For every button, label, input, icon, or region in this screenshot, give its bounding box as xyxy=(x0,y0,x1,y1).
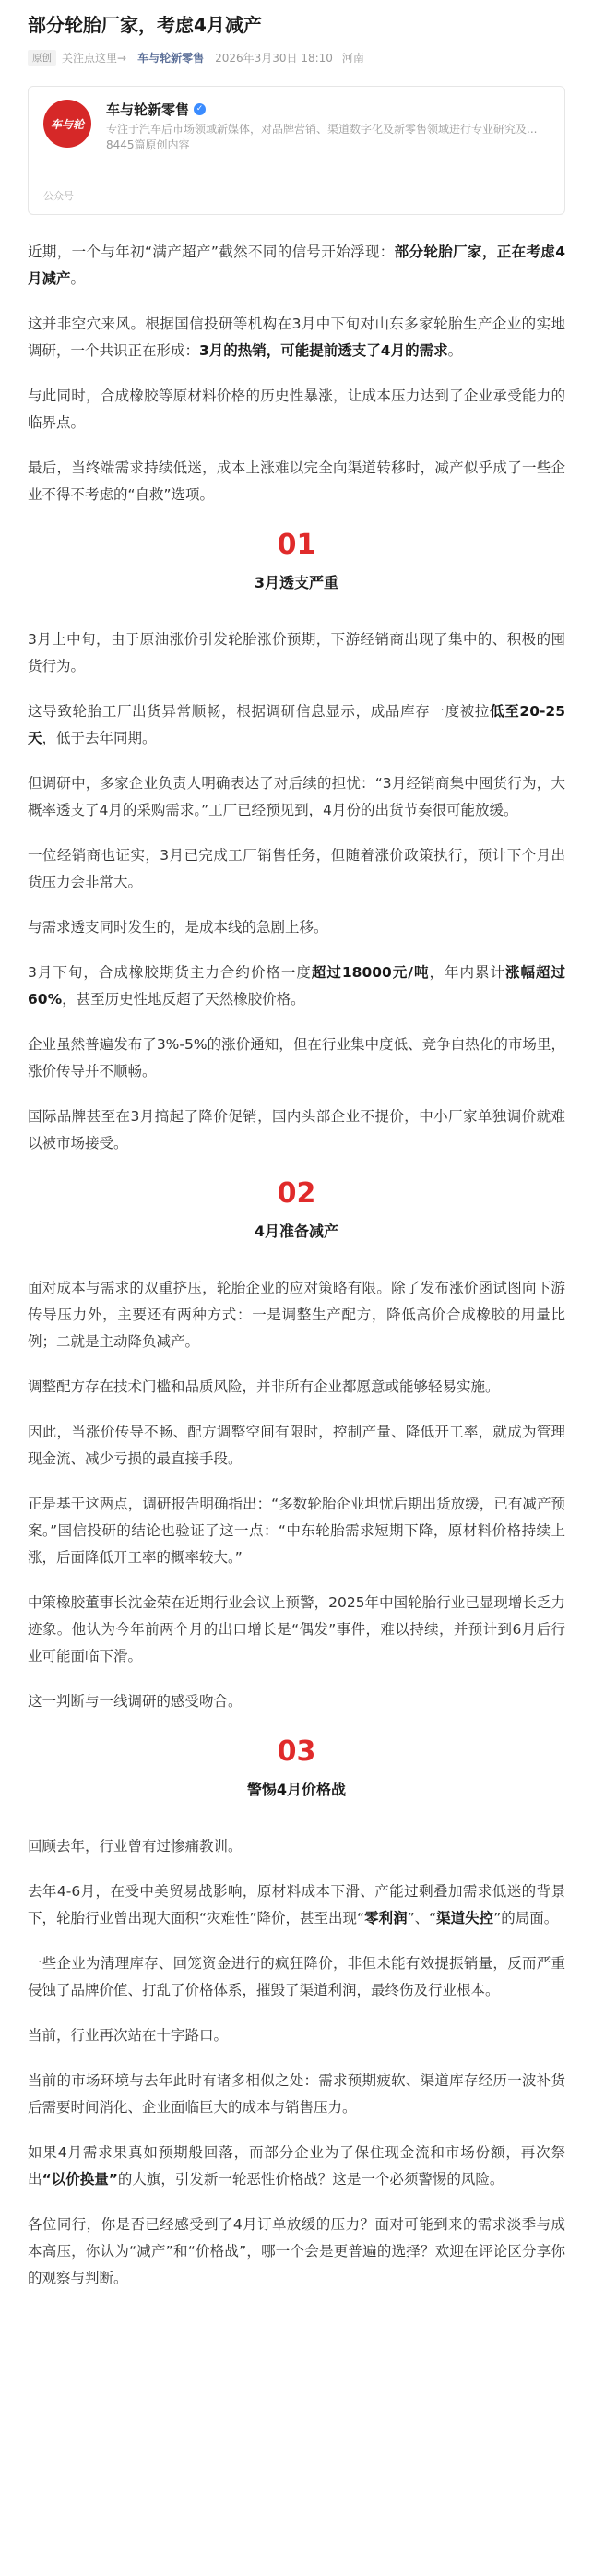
profile-description: 专注于汽车后市场领域新媒体，对品牌营销、渠道数字化及新零售领域进行专业研究及... xyxy=(106,123,538,136)
account-profile-card[interactable] xyxy=(28,86,565,215)
paragraph-text: 与此同时，合成橡胶等原材料价格的历史性暴涨，让成本压力达到了企业承受能力的临界点。 xyxy=(28,388,565,431)
section-title: 4月准备减产 xyxy=(254,1222,339,1240)
emphasis-text: 低至20-25天 xyxy=(28,703,565,746)
section-title: 3月透支严重 xyxy=(254,574,339,591)
paragraph-text: ，年内累计 xyxy=(429,964,505,981)
paragraph-text: 但调研中，多家企业负责人明确表达了对后续的担忧：“3月经销商集中囤货行为，大概率透支了4月的采购需求。”工厂已经预见到，4月份的出货节奏很可能放缓。 xyxy=(28,775,565,818)
article-paragraph xyxy=(28,1878,565,1932)
account-link[interactable]: 车与轮新零售 xyxy=(137,51,205,65)
original-tag: 原创 xyxy=(28,50,56,66)
paragraph-text: 回顾去年，行业曾有过惨痛教训。 xyxy=(28,1838,243,1854)
article-paragraph xyxy=(28,2212,565,2292)
article-paragraph xyxy=(28,1419,565,1473)
emphasis-text: 零利润 xyxy=(364,1910,408,1926)
publish-date: 2026年3月30日 18:10 xyxy=(215,51,333,65)
paragraph-text: 3月上中旬，由于原油涨价引发轮胎涨价预期，下游经销商出现了集中的、积极的囤货行为。 xyxy=(28,631,565,674)
paragraph-text: 的大旗，引发新一轮恶性价格战？这是一个必须警惕的风险。 xyxy=(117,2171,504,2188)
account-logo: 车与轮 xyxy=(43,100,91,148)
paragraph-text: ，甚至历史性地反超了天然橡胶价格。 xyxy=(62,991,305,1008)
article-paragraph xyxy=(28,842,565,896)
section-number: 01 xyxy=(277,529,316,561)
paragraph-text: 如果4月需求果真如预期般回落，而部分企业为了保住现金流和市场份额，再次祭出 xyxy=(28,2144,565,2188)
article-paragraph xyxy=(28,1275,565,1355)
emphasis-text: 涨幅超过60% xyxy=(28,964,565,1008)
paragraph-text: 当前，行业再次站在十字路口。 xyxy=(28,2027,229,2044)
article-paragraph xyxy=(28,1590,565,1670)
paragraph-text: 当前的市场环境与去年此时有诸多相似之处：需求预期疲软、渠道库存经历一波补货后需要时间消化、企业面临巨大的成本与销售压力。 xyxy=(28,2072,565,2116)
section-number: 03 xyxy=(277,1735,316,1768)
paragraph-text: 各位同行，你是否已经感受到了4月订单放缓的压力？面对可能到来的需求淡季与成本高压，你认为“减产”和“价格战”，哪一个会是更普遍的选择？欢迎在评论区分享你的观察与判断。 xyxy=(28,2216,565,2286)
paragraph-text: 这导致轮胎工厂出货异常顺畅，根据调研信息显示，成品库存一度被拉 xyxy=(28,703,491,720)
article-paragraph xyxy=(28,914,565,941)
article-paragraph xyxy=(28,239,565,292)
profile-type-label: 公众号 xyxy=(43,190,74,202)
author-link[interactable]: 关注点这里→ xyxy=(62,51,127,65)
paragraph-text: 一位经销商也证实，3月已完成工厂销售任务，但随着涨价政策执行，预计下个月出货压力会非常大。 xyxy=(28,847,565,890)
article-body xyxy=(28,239,565,2292)
emphasis-text: 3月的热销，可能提前透支了4月的需求 xyxy=(199,342,448,359)
article-paragraph xyxy=(28,455,565,508)
article-paragraph xyxy=(28,2068,565,2121)
paragraph-text: 企业虽然普遍发布了3%-5%的涨价通知，但在行业集中度低、竞争白热化的市场里，涨价传导并不顺畅。 xyxy=(28,1036,565,1079)
emphasis-text: “以价换量” xyxy=(42,2171,118,2188)
emphasis-text: 超过18000元/吨 xyxy=(311,964,430,981)
profile-card-head xyxy=(43,100,550,153)
paragraph-text: 调整配方存在技术门槛和品质风险，并非所有企业都愿意或能够轻易实施。 xyxy=(28,1378,500,1395)
paragraph-text: 3月下旬，合成橡胶期货主力合约价格一度 xyxy=(28,964,312,981)
paragraph-text: 。 xyxy=(70,270,86,287)
article-paragraph xyxy=(28,1688,565,1715)
profile-card-text xyxy=(106,100,550,153)
section-title: 警惕4月价格战 xyxy=(246,1781,347,1798)
profile-name-row xyxy=(106,100,550,118)
article-paragraph xyxy=(28,770,565,824)
article-paragraph xyxy=(28,1950,565,2004)
paragraph-text: 中策橡胶董事长沈金荣在近期行业会议上预警，2025年中国轮胎行业已显现增长乏力迹象。他认为今年前两个月的出口增长是“偶发”事件，难以持续，并预计到6月后行业可能面临下滑。 xyxy=(28,1594,565,1664)
article-paragraph xyxy=(28,1032,565,1085)
paragraph-text: 一些企业为清理库存、回笼资金进行的疯狂降价，非但未能有效提振销量，反而严重侵蚀了品牌价值、打乱了价格体系，摧毁了渠道利润，最终伤及行业根本。 xyxy=(28,1955,565,1998)
article-paragraph xyxy=(28,960,565,1013)
paragraph-text: ，低于去年同期。 xyxy=(42,730,157,746)
publish-location: 河南 xyxy=(341,51,364,65)
article-title: 部分轮胎厂家，考虑4月减产 xyxy=(28,14,262,36)
article-paragraph xyxy=(28,1374,565,1401)
paragraph-text: 去年4-6月，在受中美贸易战影响，原材料成本下滑、产能过剩叠加需求低迷的背景下，轮胎行业曾出现大面积“灾难性”降价，甚至出现“ xyxy=(28,1883,565,1926)
paragraph-text: 这并非空穴来风。根据国信投研等机构在3月中下旬对山东多家轮胎生产企业的实地调研，一个共识正在形成： xyxy=(28,316,565,359)
paragraph-text: 。 xyxy=(447,342,463,359)
paragraph-text: 面对成本与需求的双重挤压，轮胎企业的应对策略有限。除了发布涨价函试图向下游传导压力外，主要还有两种方式：一是调整生产配方，降低高价合成橡胶的用量比例；二就是主动降负减产。 xyxy=(28,1280,565,1350)
profile-name: 车与轮新零售 xyxy=(106,101,190,118)
article-paragraph xyxy=(28,1491,565,1571)
emphasis-text: 渠道失控 xyxy=(436,1910,494,1926)
emphasis-text: 部分轮胎厂家，正在考虑4月减产 xyxy=(28,244,565,287)
paragraph-text: 这一判断与一线调研的感受吻合。 xyxy=(28,1693,243,1710)
paragraph-text: 正是基于这两点，调研报告明确指出：“多数轮胎企业坦忧后期出货放缓，已有减产预案。”国信投研的结论也验证了这一点：“中东轮胎需求短期下降，原材料价格持续上涨，后面降低开工率的概率较大。” xyxy=(28,1496,565,1566)
verified-icon: ✓ xyxy=(194,103,206,115)
article-paragraph xyxy=(28,311,565,364)
article-page xyxy=(0,12,593,2576)
article-paragraph xyxy=(28,1833,565,1860)
article-paragraph xyxy=(28,383,565,436)
article-paragraph xyxy=(28,2140,565,2193)
article-paragraph xyxy=(28,698,565,752)
paragraph-text: 近期，一个与年初“满产超产”截然不同的信号开始浮现： xyxy=(28,244,395,260)
section-number: 02 xyxy=(277,1177,316,1210)
profile-article-count: 8445篇原创内容 xyxy=(106,138,190,151)
article-paragraph xyxy=(28,1103,565,1157)
article-paragraph xyxy=(28,2022,565,2049)
paragraph-text: ”、“ xyxy=(407,1910,437,1926)
paragraph-text: 因此，当涨价传导不畅、配方调整空间有限时，控制产量、降低开工率，就成为管理现金流、减少亏损的最直接手段。 xyxy=(28,1424,565,1467)
paragraph-text: 最后，当终端需求持续低迷，成本上涨难以完全向渠道转移时，减产似乎成了一些企业不得不考虑的“自救”选项。 xyxy=(28,459,565,503)
paragraph-text: ”的局面。 xyxy=(493,1910,559,1926)
article-paragraph xyxy=(28,626,565,680)
paragraph-text: 与需求透支同时发生的，是成本线的急剧上移。 xyxy=(28,919,328,936)
paragraph-text: 国际品牌甚至在3月搞起了降价促销，国内头部企业不提价，中小厂家单独调价就难以被市场接受。 xyxy=(28,1108,565,1151)
article-meta xyxy=(28,49,565,66)
